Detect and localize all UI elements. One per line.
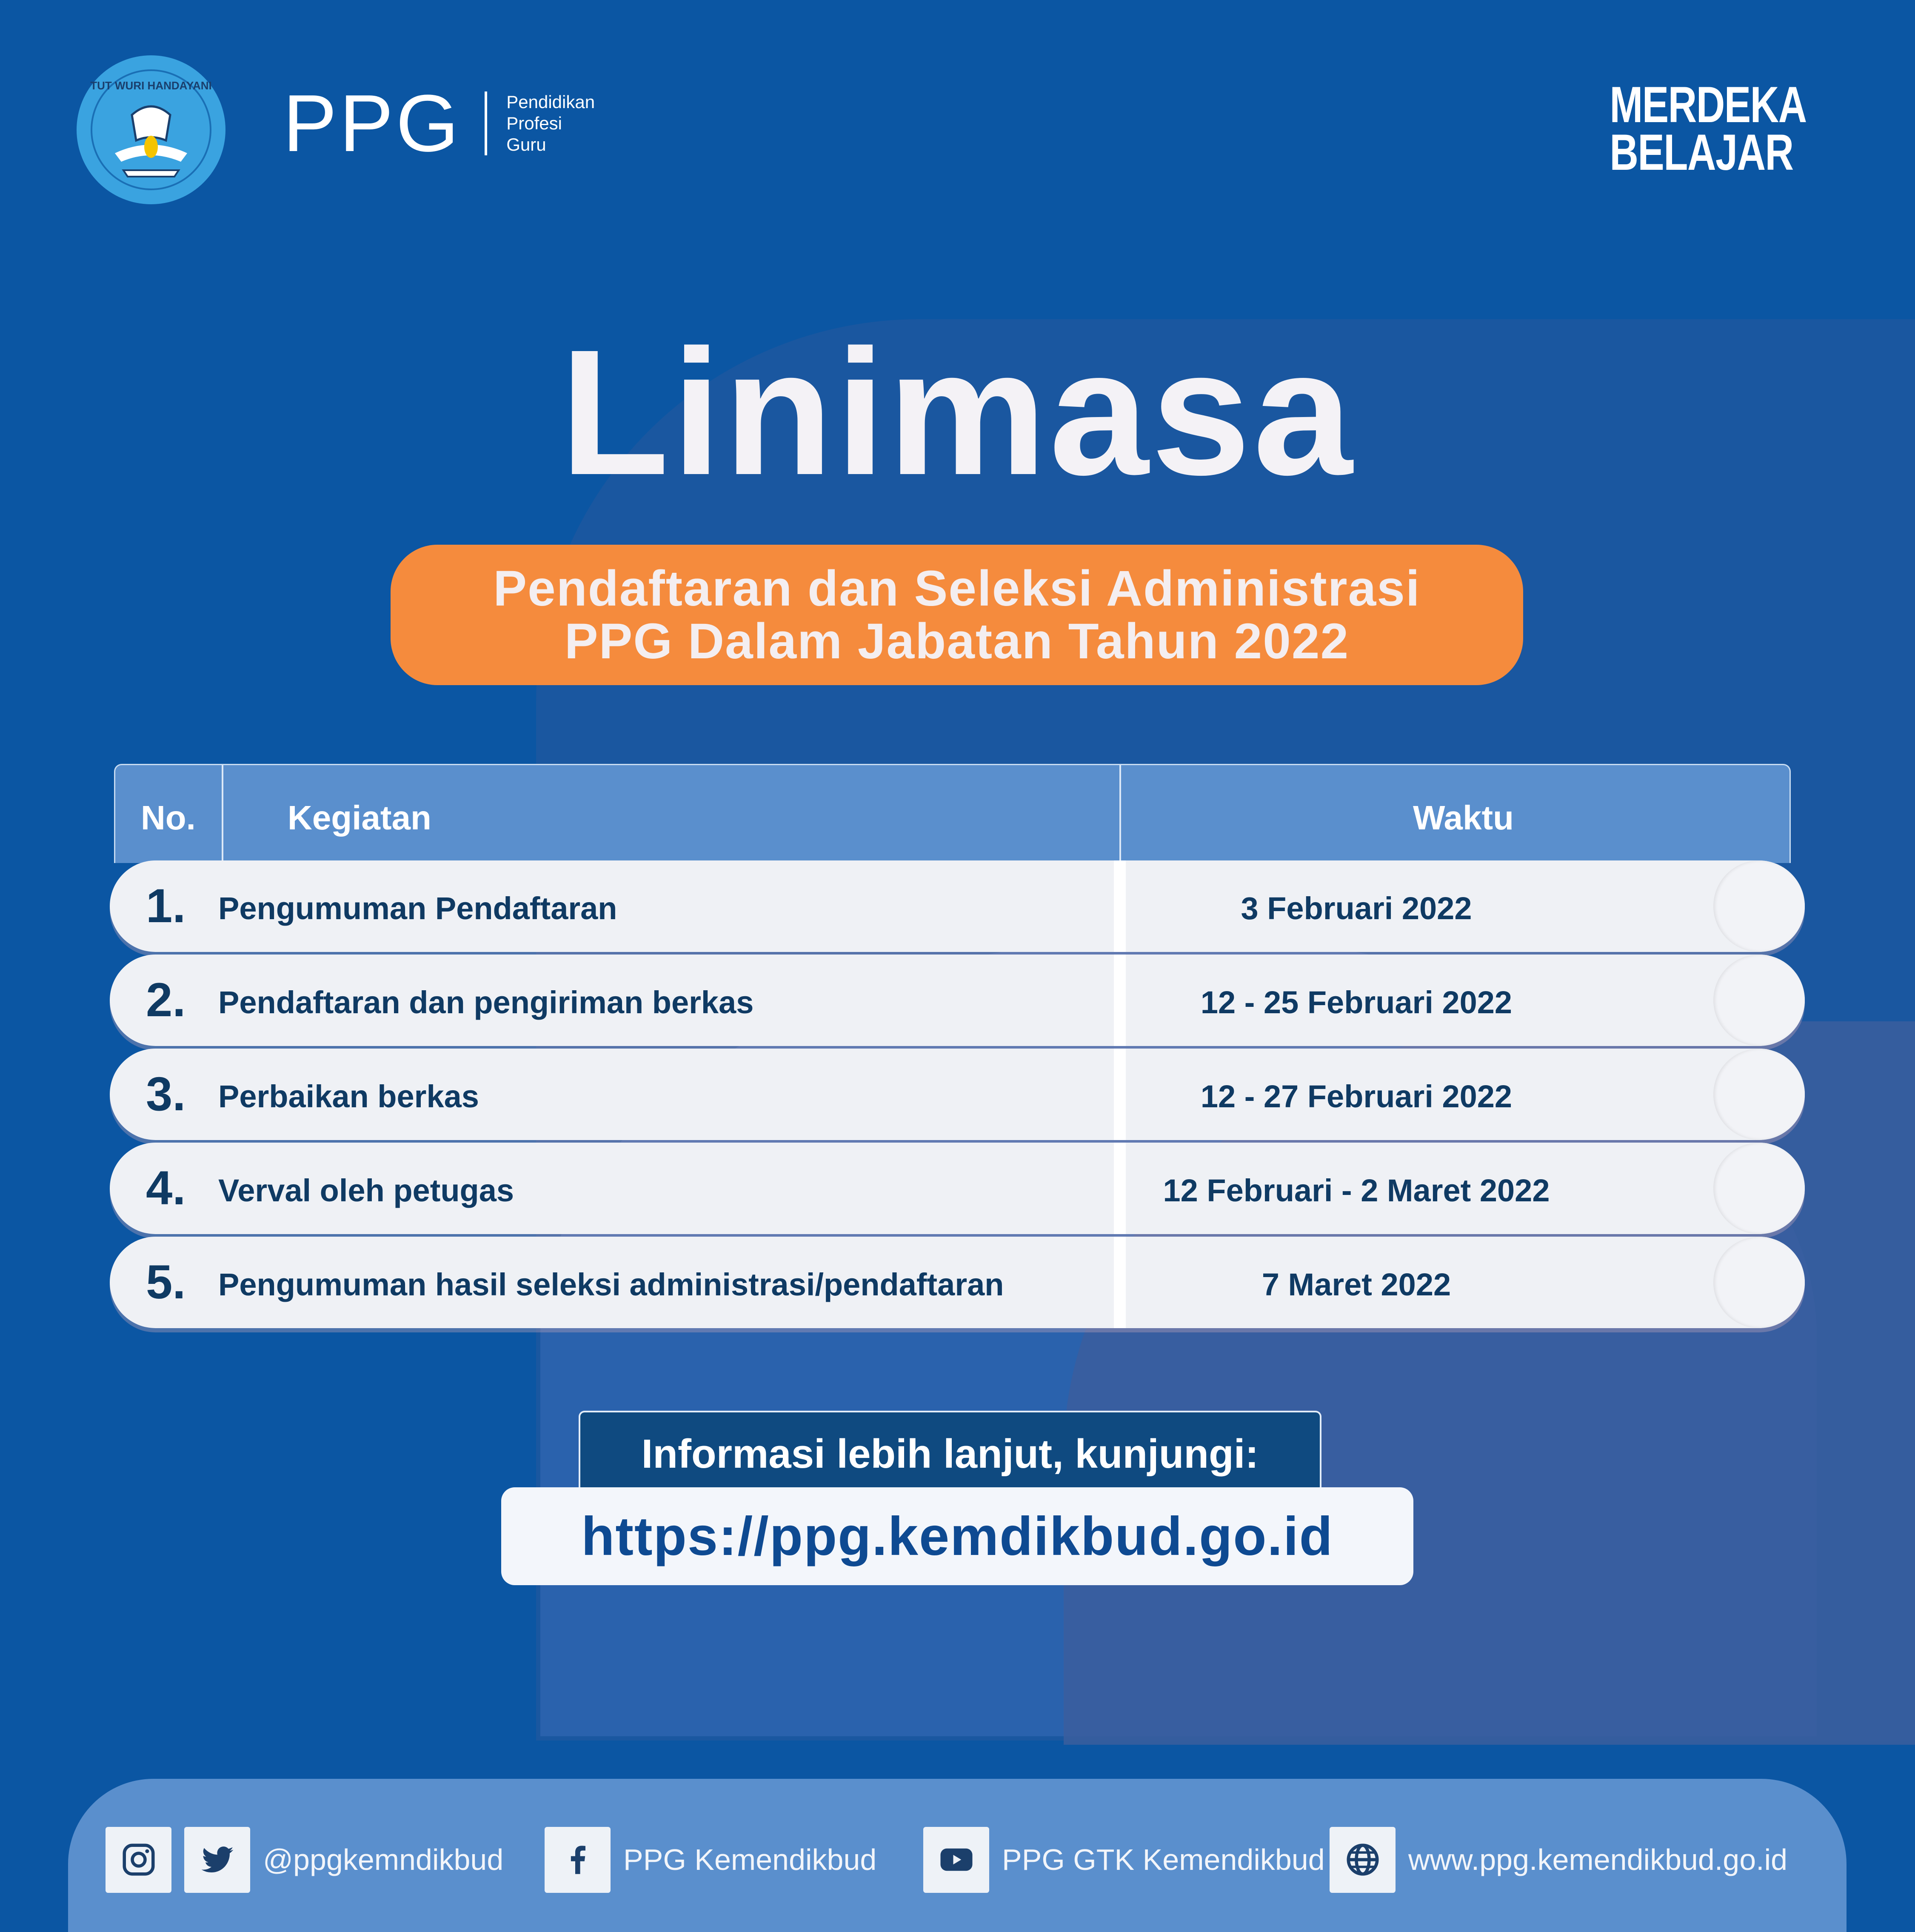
row-end-cap: [1713, 955, 1805, 1046]
facebook-icon[interactable]: [545, 1827, 611, 1893]
website-url-link[interactable]: https://ppg.kemdikbud.go.id: [581, 1506, 1333, 1567]
svg-text:TUT WURI HANDAYANI: TUT WURI HANDAYANI: [90, 79, 212, 92]
ppg-brand: [283, 78, 595, 169]
header-separator: [222, 765, 223, 863]
row-activity: Pengumuman hasil seleksi administrasi/pendaftaran: [218, 1267, 1004, 1302]
social-youtube[interactable]: [923, 1826, 1325, 1894]
table-row: [110, 860, 1805, 952]
table-row: [110, 1237, 1805, 1328]
row-activity: Verval oleh petugas: [218, 1173, 514, 1208]
social-facebook[interactable]: [545, 1826, 876, 1894]
brand-name: PPG: [283, 78, 462, 169]
brand-subtitle: Pendidikan Profesi Guru: [506, 92, 595, 154]
row-end-cap: [1713, 1143, 1805, 1234]
row-number: 3.: [146, 1067, 186, 1120]
website-text: www.ppg.kemendikbud.go.id: [1408, 1843, 1788, 1876]
website-url-box[interactable]: [501, 1487, 1413, 1585]
row-activity: Perbaikan berkas: [218, 1079, 479, 1114]
subtitle-banner: [391, 545, 1523, 685]
youtube-name: PPG GTK Kemendikbud: [1002, 1843, 1325, 1876]
table-row: [110, 1049, 1805, 1140]
row-end-cap: [1713, 1237, 1805, 1328]
brand-divider: [485, 91, 487, 155]
emblem-icon: [77, 55, 225, 204]
merdeka-belajar-logo: MERDEKA BELAJAR: [1610, 76, 1807, 181]
globe-icon[interactable]: [1330, 1827, 1396, 1893]
info-label: Informasi lebih lanjut, kunjungi:: [641, 1431, 1259, 1477]
row-number: 5.: [146, 1255, 186, 1309]
social-handle: @ppgkemndikbud: [263, 1843, 504, 1876]
page-title: Linimasa: [560, 313, 1355, 512]
row-number: 4.: [146, 1161, 186, 1215]
row-date: 7 Maret 2022: [1261, 1267, 1451, 1302]
header-separator: [1119, 765, 1121, 863]
subtitle-line-1: Pendaftaran dan Seleksi Administrasi: [493, 560, 1421, 617]
row-activity: Pendaftaran dan pengiriman berkas: [218, 985, 754, 1020]
table-header: [114, 764, 1791, 863]
tut-wuri-handayani-logo: [77, 55, 225, 204]
website-link[interactable]: [1330, 1826, 1787, 1894]
info-label-tab: [579, 1411, 1321, 1495]
instagram-icon[interactable]: [106, 1827, 171, 1893]
subtitle-line-2: PPG Dalam Jabatan Tahun 2022: [564, 613, 1350, 669]
row-number: 2.: [146, 973, 186, 1026]
footer-bar: [68, 1779, 1847, 1932]
row-activity: Pengumuman Pendaftaran: [218, 891, 617, 926]
header-no: No.: [141, 799, 196, 837]
twitter-icon[interactable]: [184, 1827, 250, 1893]
social-instagram-twitter[interactable]: [106, 1826, 503, 1894]
row-date: 12 - 25 Februari 2022: [1200, 985, 1513, 1020]
header-kegiatan: Kegiatan: [288, 799, 431, 837]
table-row: [110, 955, 1805, 1046]
row-date: 12 - 27 Februari 2022: [1200, 1079, 1513, 1114]
table-row: [110, 1143, 1805, 1234]
row-number: 1.: [146, 879, 186, 932]
row-end-cap: [1713, 1049, 1805, 1140]
youtube-icon[interactable]: [923, 1827, 989, 1893]
header-waktu: Waktu: [1413, 799, 1514, 837]
row-date: 12 Februari - 2 Maret 2022: [1163, 1173, 1550, 1208]
facebook-name: PPG Kemendikbud: [623, 1843, 877, 1876]
row-date: 3 Februari 2022: [1241, 891, 1472, 926]
row-end-cap: [1713, 860, 1805, 952]
